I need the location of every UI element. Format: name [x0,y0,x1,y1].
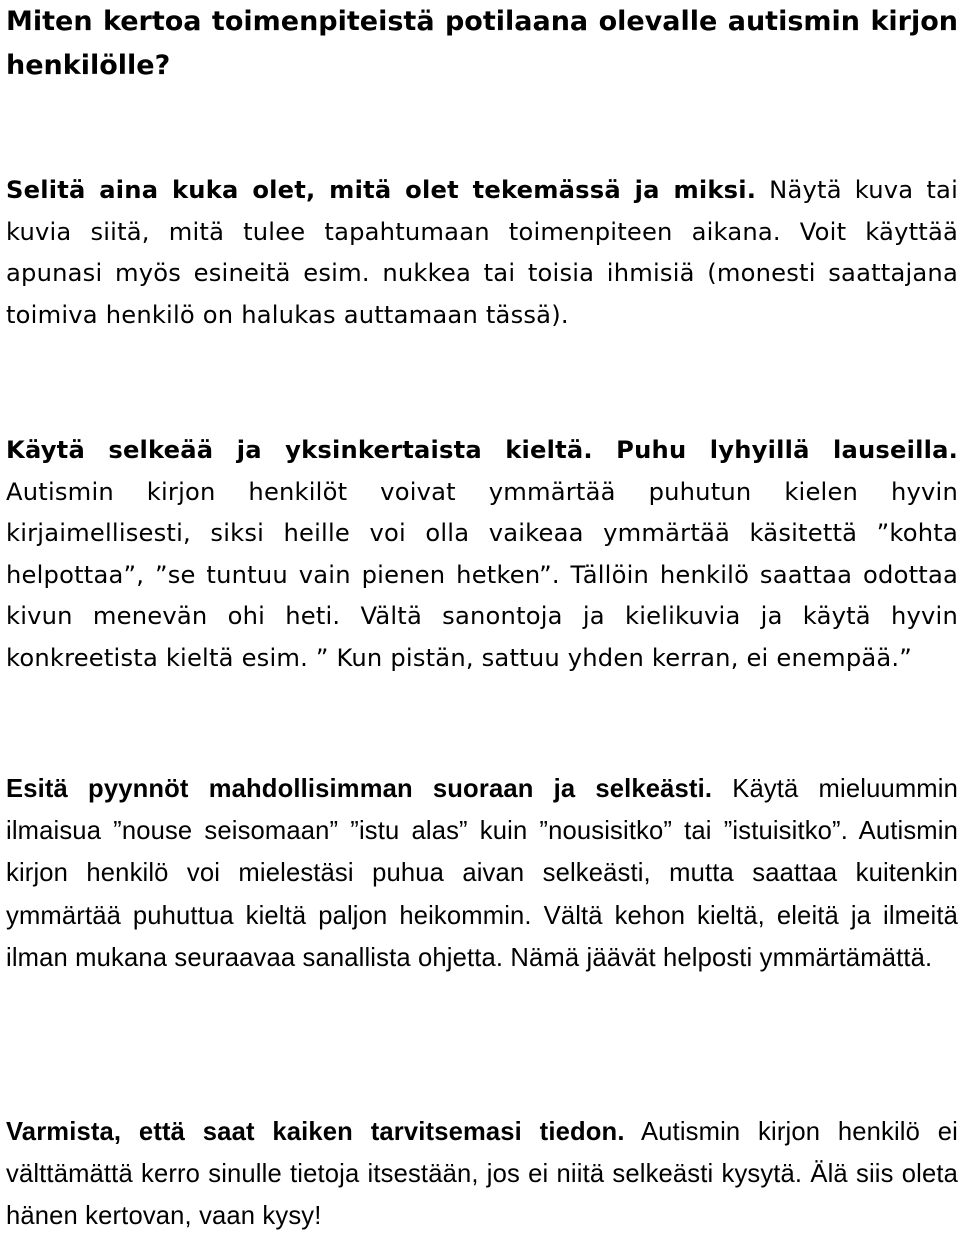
document-title: Miten kertoa toimenpiteistä potilaana olevalle autismin kirjon henkilölle? [6,6,958,81]
paragraph-body: Autismin kirjon henkilö ei välttämättä kerro sinulle tietoja itsestään, jos ei niitä selkeästi kysytä. Älä siis oleta hänen kertovan, vaan kysy! [6,1118,958,1231]
paragraph-direct-requests [6,768,958,979]
paragraph-lead: Esitä pyynnöt mahdollisimman suoraan ja selkeästi. [6,775,713,803]
paragraph-body: Käytä mieluummin ilmaisua ”nouse seisomaan” ”istu alas” kuin ”nousisitko” tai ”istuisitko”. Autismin kirjon henkilö voi mielestäsi puhua aivan selkeästi, mutta saattaa kuitenkin ymmärtää puhuttua kieltä paljon heikommin. Vältä kehon kieltä, eleitä ja ilmeitä ilman mukana seuraavaa sanallista ohjetta. Nämä jäävät helposti ymmärtämättä. [6,775,958,972]
paragraph-lead: Varmista, että saat kaiken tarvitsemasi tiedon. [6,1118,625,1146]
paragraph-body: Näytä kuva tai kuvia siitä, mitä tulee tapahtumaan toimenpiteen aikana. Voit käyttää apunasi myös esineitä esim. nukkea tai toisia ihmisiä (monesti saattajana toimiva henkilö on halukas auttamaan tässä). [6,176,958,329]
paragraph-clear-language [6,430,958,679]
paragraph-body: Autismin kirjon henkilöt voivat ymmärtää puhutun kielen hyvin kirjaimellisesti, siksi heille voi olla vaikeaa ymmärtää käsitettä ”kohta helpottaa”, ”se tuntuu vain pienen hetken”. Tällöin henkilö saattaa odottaa kivun menevän ohi heti. Vältä sanontoja ja kielikuvia ja käytä hyvin konkreetista kieltä esim. ” Kun pistän, sattuu yhden kerran, ei enempää.” [6,477,958,672]
paragraph-explain [6,170,958,336]
paragraph-lead: Käytä selkeää ja yksinkertaista kieltä. Puhu lyhyillä lauseilla. [6,436,958,464]
paragraph-lead: Selitä aina kuka olet, mitä olet tekemässä ja miksi. [6,176,757,204]
paragraph-get-information [6,1111,958,1238]
